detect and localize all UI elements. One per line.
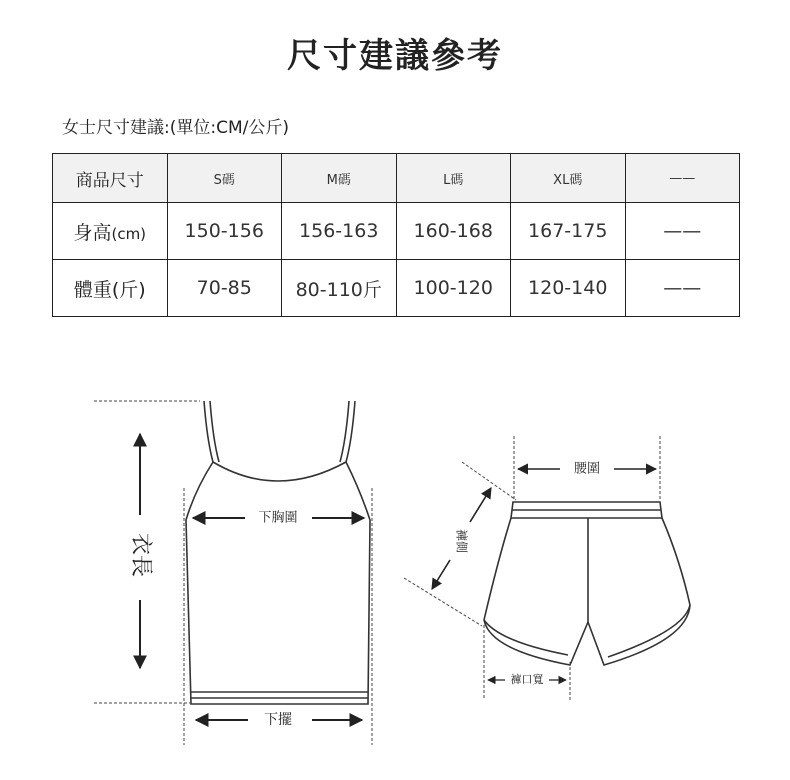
leg-opening-label: 褲口寬 <box>510 673 544 686</box>
hem-label: 下擺 <box>264 712 292 728</box>
header-size-l: L碼 <box>396 154 511 203</box>
table-cell: 70-85 <box>167 260 282 317</box>
side-arrow-down <box>432 560 450 589</box>
header-size-m: M碼 <box>282 154 397 203</box>
shorts-illustration <box>484 502 690 665</box>
header-size-s: S碼 <box>167 154 282 203</box>
unit-note: 女士尺寸建議:(單位:CM/公斤) <box>62 118 289 138</box>
page-title: 尺寸建議參考 <box>287 36 503 76</box>
table-cell: 100-120 <box>396 260 511 317</box>
side-top-guide <box>462 462 516 500</box>
table-cell: 167-175 <box>511 203 626 260</box>
side-arrow-up <box>470 488 491 522</box>
height-unit: (cm) <box>111 224 147 243</box>
header-label: 商品尺寸 <box>53 154 168 203</box>
table-cell: —— <box>625 260 740 317</box>
length-label: 衣長 <box>128 532 153 578</box>
table-cell: 160-168 <box>396 203 511 260</box>
table-cell: 120-140 <box>511 260 626 317</box>
table-cell: 150-156 <box>167 203 282 260</box>
side-bottom-guide <box>404 578 482 626</box>
camisole-illustration <box>186 401 370 704</box>
side-label: 褲側 <box>454 528 469 554</box>
table-cell: —— <box>625 203 740 260</box>
header-size-xl: XL碼 <box>511 154 626 203</box>
table-cell: 80-110斤 <box>282 260 397 317</box>
header-size-empty: —— <box>625 154 740 203</box>
row-label-weight: 體重(斤) <box>53 260 168 317</box>
waist-label: 腰圍 <box>573 461 601 477</box>
height-label: 身高 <box>73 221 112 244</box>
underbust-label: 下胸圍 <box>258 510 298 526</box>
table-cell: 156-163 <box>282 203 397 260</box>
